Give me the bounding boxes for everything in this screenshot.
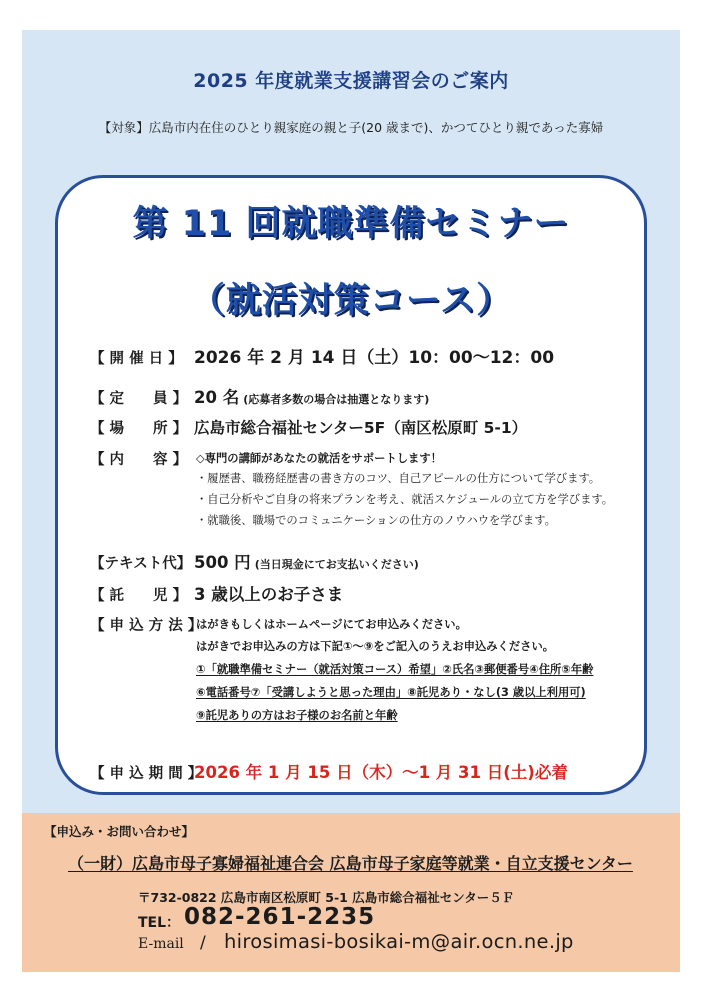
capacity-row	[90, 384, 429, 408]
apply-row	[90, 614, 203, 635]
contact-heading: 【申込み・お問い合わせ】	[44, 824, 195, 839]
seminar-subtitle: （就活対策コース）	[189, 281, 513, 321]
contact-tel-label: TEL：	[138, 915, 181, 931]
content-line-2: ・履歴書、職務経歴書の書き方のコツ、自己アピールの仕方について学びます。	[196, 472, 601, 485]
childcare-row	[90, 581, 343, 605]
announcement-title: 2025 年度就業支援講習会のご案内	[193, 70, 509, 92]
date-row	[90, 343, 554, 368]
apply-line-4: ⑥電話番号⑦「受講しようと思った理由」⑧託児あり・なし(3 歳以上利用可)	[196, 686, 586, 699]
capacity-value: 20 名	[194, 388, 240, 407]
fee-row	[90, 549, 419, 573]
apply-line-5: ⑨託児ありの方はお子様のお名前と年齢	[196, 709, 398, 722]
contact-email: hirosimasi-bosikai-m@air.ocn.ne.jp	[224, 930, 574, 953]
deadline-label: 【 申 込 期 間 】	[90, 766, 203, 782]
apply-line-3: ①「就職準備セミナー（就活対策コース）希望」②氏名③郵便番号④住所⑤年齢	[196, 663, 594, 676]
target-audience: 【対象】広島市内在住のひとり親家庭の親と子(20 歳まで)、かつてひとり親であった寡婦	[98, 120, 604, 135]
content-line-4: ・就職後、職場でのコミュニケーションの仕方のノウハウを学びます。	[196, 514, 556, 527]
contact-email-label: E-mail	[138, 936, 184, 952]
content-line-3: ・自己分析やご自身の将来プランを考え、就活スケジュールの立て方を学びます。	[196, 493, 614, 506]
fee-value: 500 円	[194, 553, 251, 572]
fee-label: 【テキスト代】	[90, 556, 192, 572]
apply-label: 【 申 込 方 法 】	[90, 618, 203, 634]
contact-organization: （一財）広島市母子寡婦福祉連合会 広島市母子家庭等就業・自立支援センター	[68, 854, 633, 873]
fee-note: (当日現金にてお支払いください)	[254, 558, 419, 571]
apply-line-1: はがきもしくはホームページにてお申込みください。	[196, 618, 467, 631]
deadline-row	[90, 759, 568, 783]
contact-email-separator: /	[200, 933, 206, 953]
date-label: 【 開 催 日 】	[90, 351, 183, 367]
content-line-1: ◇専門の講師があなたの就活をサポートします！	[196, 452, 442, 465]
capacity-note: (応募者多数の場合は抽選となります)	[243, 393, 430, 406]
content-row	[90, 448, 194, 469]
venue-row	[90, 416, 527, 438]
capacity-label: 【 定 員 】	[90, 391, 188, 407]
contact-address: 〒732-0822 広島市南区松原町 5-1 広島市総合福祉センター５Ｆ	[138, 890, 515, 905]
childcare-label: 【 託 児 】	[90, 588, 188, 604]
apply-line-2: はがきでお申込みの方は下記①～⑨をご記入のうえお申込みください。	[196, 640, 555, 653]
seminar-title: 第 11 回就職準備セミナー	[132, 204, 570, 244]
venue-label: 【 場 所 】	[90, 421, 188, 437]
venue-value: 広島市総合福祉センター5F（南区松原町 5-1）	[194, 419, 528, 437]
contact-tel: 082-261-2235	[184, 904, 376, 930]
deadline-value: 2026 年 1 月 15 日（木）～1 月 31 日(土)必着	[194, 763, 568, 782]
childcare-value: 3 歳以上のお子さま	[194, 585, 344, 604]
date-value: 2026 年 2 月 14 日（土）10：00～12：00	[194, 348, 555, 368]
content-label: 【 内 容 】	[90, 452, 188, 468]
